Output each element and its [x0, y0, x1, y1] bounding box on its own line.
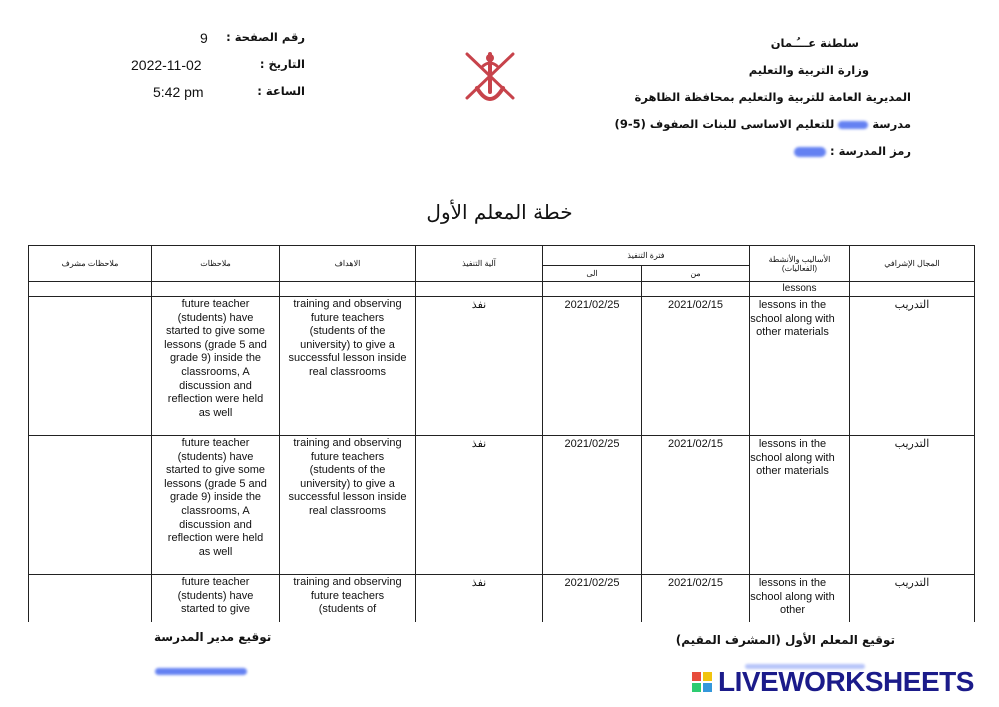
cell-field: التدريب — [850, 575, 975, 623]
cell-to: 2021/02/25 — [543, 297, 642, 436]
redacted-principal-name — [155, 668, 247, 675]
col-field: المجال الإشرافي — [850, 246, 975, 282]
table-row — [29, 297, 975, 436]
cell-supervisor-notes — [29, 436, 152, 575]
cell-methods: lessons in the school along with other — [750, 575, 850, 623]
principal-signature-label: توقيع مدير المدرسة — [154, 630, 272, 644]
col-methods: الأساليب والأنشطة (الفعاليات) — [750, 246, 850, 282]
col-mechanism: آلية التنفيذ — [416, 246, 543, 282]
time-value: 5:42 pm — [153, 84, 204, 100]
supervisor-signature-label: توقيع المعلم الأول (المشرف المقيم) — [675, 633, 895, 647]
header-row — [29, 246, 975, 266]
date-value: 2022-11-02 — [131, 57, 202, 73]
school-prefix: مدرسة — [872, 117, 911, 131]
cell-to: 2021/02/25 — [543, 436, 642, 575]
cell-methods: lessons — [750, 282, 850, 297]
table-row — [29, 575, 975, 623]
cell-notes: future teacher (students) have started to give — [152, 575, 280, 623]
cell-notes: future teacher (students) have started to give some lessons (grade 5 and grade 9) inside the classrooms, A discussion and reflection were held as well — [152, 297, 280, 436]
col-supervisor-notes: ملاحظات مشرف — [29, 246, 152, 282]
cell-field: التدريب — [850, 436, 975, 575]
liveworksheets-logo[interactable] — [690, 668, 990, 702]
logo-square-icon — [692, 672, 701, 681]
cell-field: التدريب — [850, 297, 975, 436]
page-number-label: رقم الصفحة : — [226, 30, 305, 44]
country-line: سلطنة عـــُـمان — [770, 36, 859, 50]
cell-goals: training and observing future teachers (students of the university) to give a successful lesson inside real classrooms — [280, 436, 416, 575]
cell-goals: training and observing future teachers (students of — [280, 575, 416, 623]
page-number-value: 9 — [200, 30, 208, 46]
ministry-line: وزارة التربية والتعليم — [748, 63, 869, 77]
logo-square-icon — [692, 683, 701, 692]
cell-goals: training and observing future teachers (students of the university) to give a successful lesson inside real classrooms — [280, 297, 416, 436]
table-row — [29, 436, 975, 575]
cell-supervisor-notes — [29, 575, 152, 623]
cell-from: 2021/02/15 — [642, 436, 750, 575]
time-label: الساعة : — [257, 84, 305, 98]
cell-from: 2021/02/15 — [642, 575, 750, 623]
col-period: فترة التنفيذ — [543, 246, 750, 266]
directorate-line: المديرية العامة للتربية والتعليم بمحافظة الظاهرة — [634, 90, 911, 104]
cell-methods: lessons in the school along with other materials — [750, 436, 850, 575]
table-row-partial — [29, 282, 975, 297]
cell-notes: future teacher (students) have started to give some lessons (grade 5 and grade 9) inside the classrooms, A discussion and reflection were held as well — [152, 436, 280, 575]
col-goals: الاهداف — [280, 246, 416, 282]
cell-to: 2021/02/25 — [543, 575, 642, 623]
plan-table — [28, 245, 975, 622]
school-code-label: رمز المدرسة : — [829, 144, 911, 158]
col-from: من — [642, 266, 750, 282]
col-notes: ملاحظات — [152, 246, 280, 282]
cell-from: 2021/02/15 — [642, 297, 750, 436]
cell-mechanism: نفذ — [416, 436, 543, 575]
page-title: خطة المعلم الأول — [426, 200, 573, 224]
cell-mechanism: نفذ — [416, 297, 543, 436]
cell-supervisor-notes — [29, 297, 152, 436]
cell-mechanism: نفذ — [416, 575, 543, 623]
logo-text: LIVEWORKSHEETS — [718, 666, 974, 697]
date-label: التاريخ : — [259, 57, 305, 71]
logo-square-icon — [703, 672, 712, 681]
logo-square-icon — [703, 683, 712, 692]
cell-methods: lessons in the school along with other materials — [750, 297, 850, 436]
col-to: الى — [543, 266, 642, 282]
school-suffix: للتعليم الاساسى للبنات الصفوف (5-9) — [614, 117, 835, 131]
